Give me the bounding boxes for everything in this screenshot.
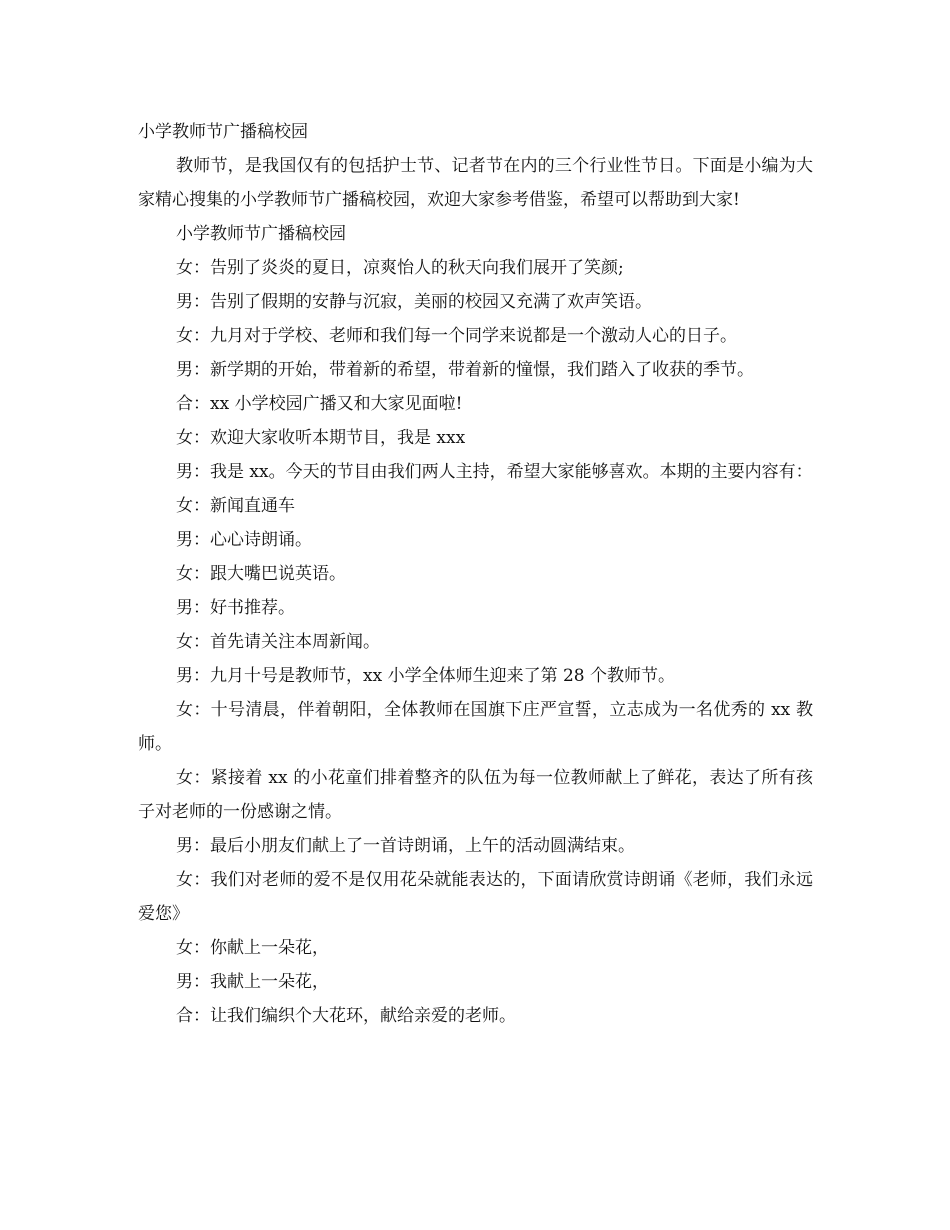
paragraph: 男：告别了假期的安静与沉寂，美丽的校园又充满了欢声笑语。 [176,292,652,312]
paragraph: 男：我献上一朵花， [176,972,329,992]
paragraph: 女：首先请关注本周新闻。 [176,632,380,652]
paragraph: 女：欢迎大家收听本期节目，我是 xxx [176,428,466,448]
paragraph: 男：新学期的开始，带着新的希望，带着新的憧憬，我们踏入了收获的季节。 [176,360,754,380]
paragraph: 女：九月对于学校、老师和我们每一个同学来说都是一个激动人心的日子。 [176,326,737,346]
paragraph: 女：紧接着 xx 的小花童们排着整齐的队伍为每一位教师献上了鲜花，表达了所有孩子对老师的一份感谢之情。 [138,768,813,822]
paragraph-subtitle: 小学教师节广播稿校园 [176,224,346,244]
paragraph: 男：九月十号是教师节，xx 小学全体师生迎来了第 28 个教师节。 [176,666,676,686]
paragraph: 男：我是 xx。今天的节目由我们两人主持，希望大家能够喜欢。本期的主要内容有： [176,462,813,482]
paragraph: 女：跟大嘴巴说英语。 [176,564,346,584]
paragraph: 合：xx 小学校园广播又和大家见面啦! [176,394,463,414]
paragraph: 男：好书推荐。 [176,598,295,618]
document-title: 小学教师节广播稿校园 [138,122,308,142]
paragraph: 女：告别了炎炎的夏日，凉爽怡人的秋天向我们展开了笑颜; [176,258,624,278]
paragraph: 男：心心诗朗诵。 [176,530,312,550]
paragraph: 男：最后小朋友们献上了一首诗朗诵，上午的活动圆满结束。 [176,836,635,856]
paragraph-intro: 教师节，是我国仅有的包括护士节、记者节在内的三个行业性节日。下面是小编为大家精心搜集的小学教师节广播稿校园，欢迎大家参考借鉴，希望可以帮助到大家! [138,156,813,210]
paragraph: 女：新闻直通车 [176,496,295,516]
paragraph: 女：你献上一朵花， [176,938,329,958]
paragraph: 女：十号清晨，伴着朝阳，全体教师在国旗下庄严宣誓，立志成为一名优秀的 xx 教师。 [138,700,813,754]
document-page [138,115,813,1033]
paragraph: 女：我们对老师的爱不是仅用花朵就能表达的，下面请欣赏诗朗诵《老师，我们永远爱您》 [138,870,813,924]
paragraph: 合：让我们编织个大花环，献给亲爱的老师。 [176,1006,516,1026]
